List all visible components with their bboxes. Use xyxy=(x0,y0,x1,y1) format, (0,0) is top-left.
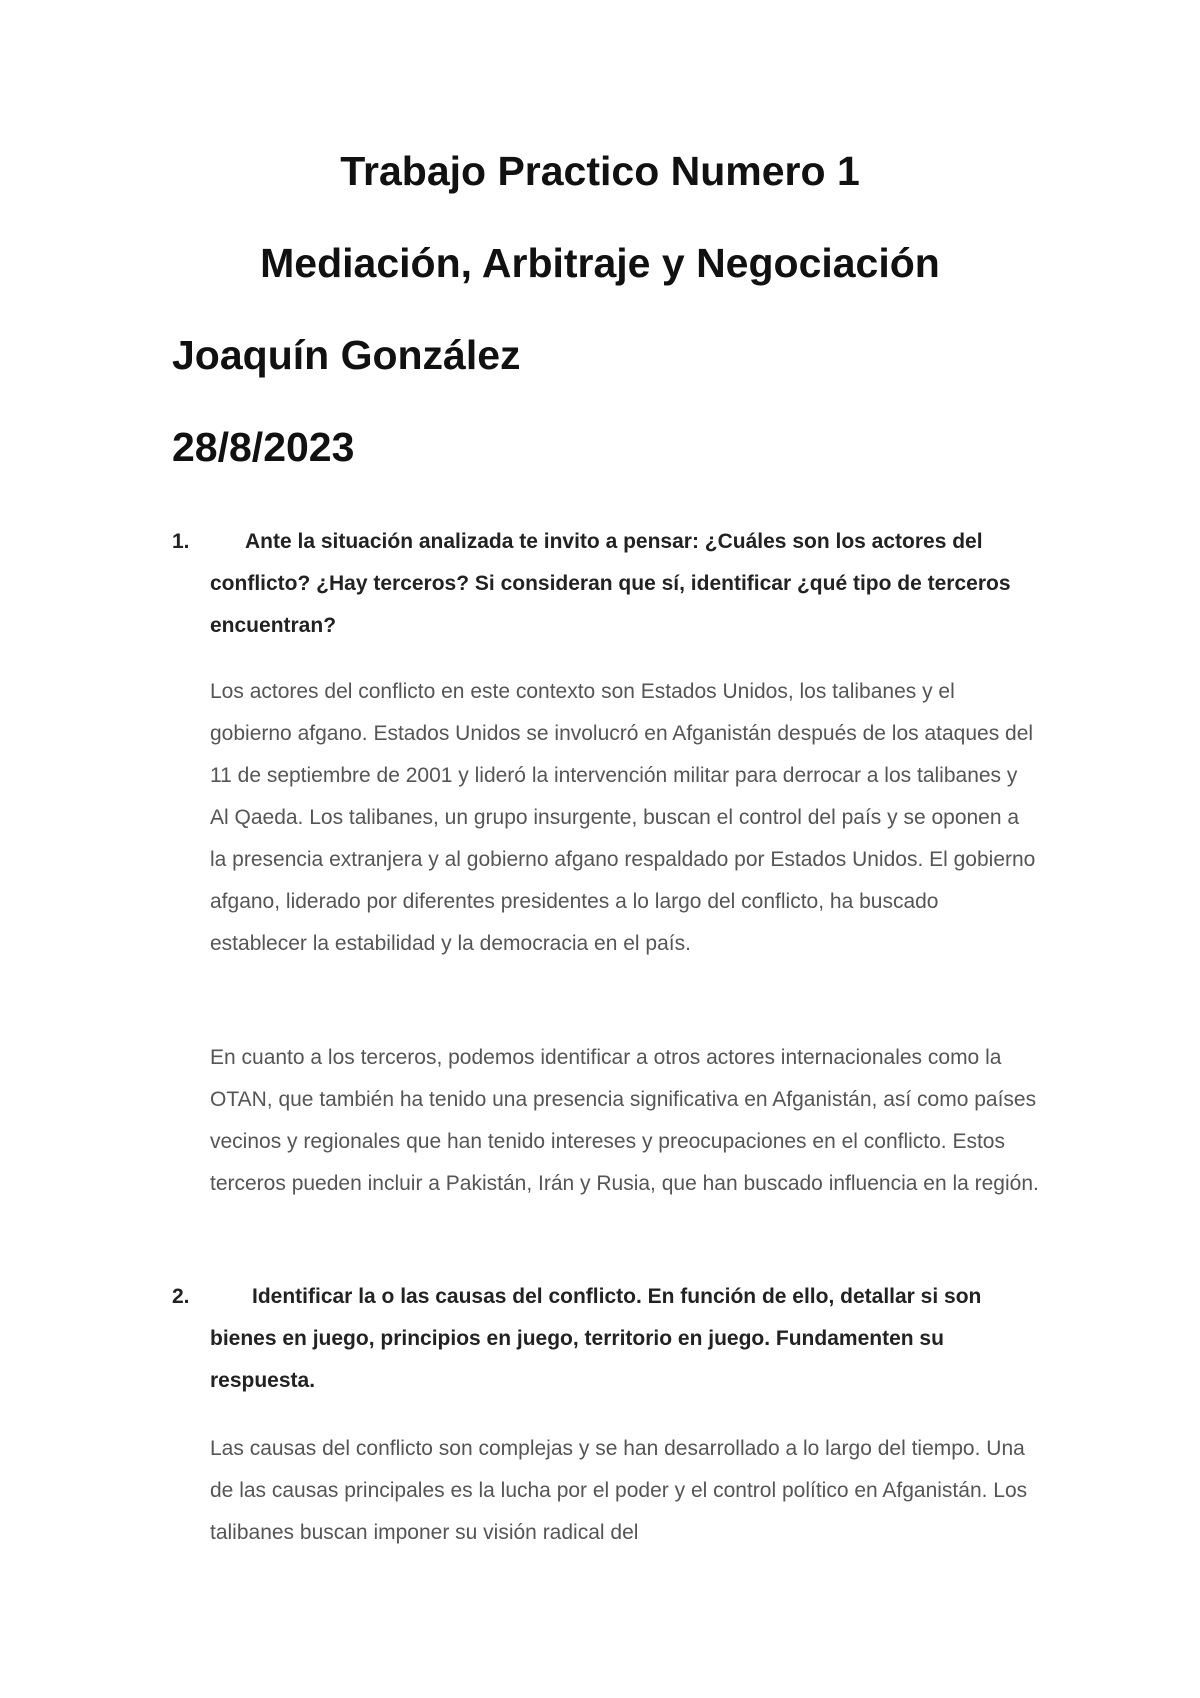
answer-paragraph: En cuanto a los terceros, podemos identificar a otros actores internacionales como la OTAN, que también ha tenido una presencia significativa en Afganistán, así como países vecinos y regionales que han tenido intereses y preocupaciones en el conflicto. Estos terceros pueden incluir a Pakistán, Irán y Rusia, que han buscado influencia en la región. xyxy=(210,1046,1039,1195)
document-date: 28/8/2023 xyxy=(172,424,355,470)
question-text: Identificar la o las causas del conflicto. En función de ello, detallar si son bienes en juego, principios en juego, territorio en juego. Fundamenten su respuesta. xyxy=(210,1285,982,1392)
document-title: Trabajo Practico Numero 1 xyxy=(340,148,860,194)
document-subtitle: Mediación, Arbitraje y Negociación xyxy=(260,240,940,286)
question-text: Ante la situación analizada te invito a pensar: ¿Cuáles son los actores del conflicto? ¿Hay terceros? Si consideran que sí, identificar ¿qué tipo de terceros encuentran? xyxy=(210,530,1011,637)
author-name: Joaquín González xyxy=(172,332,521,378)
question-number: 1. xyxy=(172,530,190,553)
answer-paragraph: Las causas del conflicto son complejas y se han desarrollado a lo largo del tiempo. Una de las causas principales es la lucha por el poder y el control político en Afganistán. Los talibanes buscan imponer su visión radical del xyxy=(210,1437,1028,1544)
question-1 xyxy=(172,521,1052,647)
answer-paragraph: Los actores del conflicto en este contexto son Estados Unidos, los talibanes y el gobierno afgano. Estados Unidos se involucró en Afganistán después de los ataques del 11 de septiembre de 2001 y lideró la intervención militar para derrocar a los talibanes y Al Qaeda. Los talibanes, un grupo insurgente, buscan el control del país y se oponen a la presencia extranjera y al gobierno afgano respaldado por Estados Unidos. El gobierno afgano, liderado por diferentes presidentes a lo largo del conflicto, ha buscado establecer la estabilidad y la democracia en el país. xyxy=(210,680,1036,955)
question-number: 2. xyxy=(172,1285,190,1308)
question-2 xyxy=(172,1276,1052,1402)
